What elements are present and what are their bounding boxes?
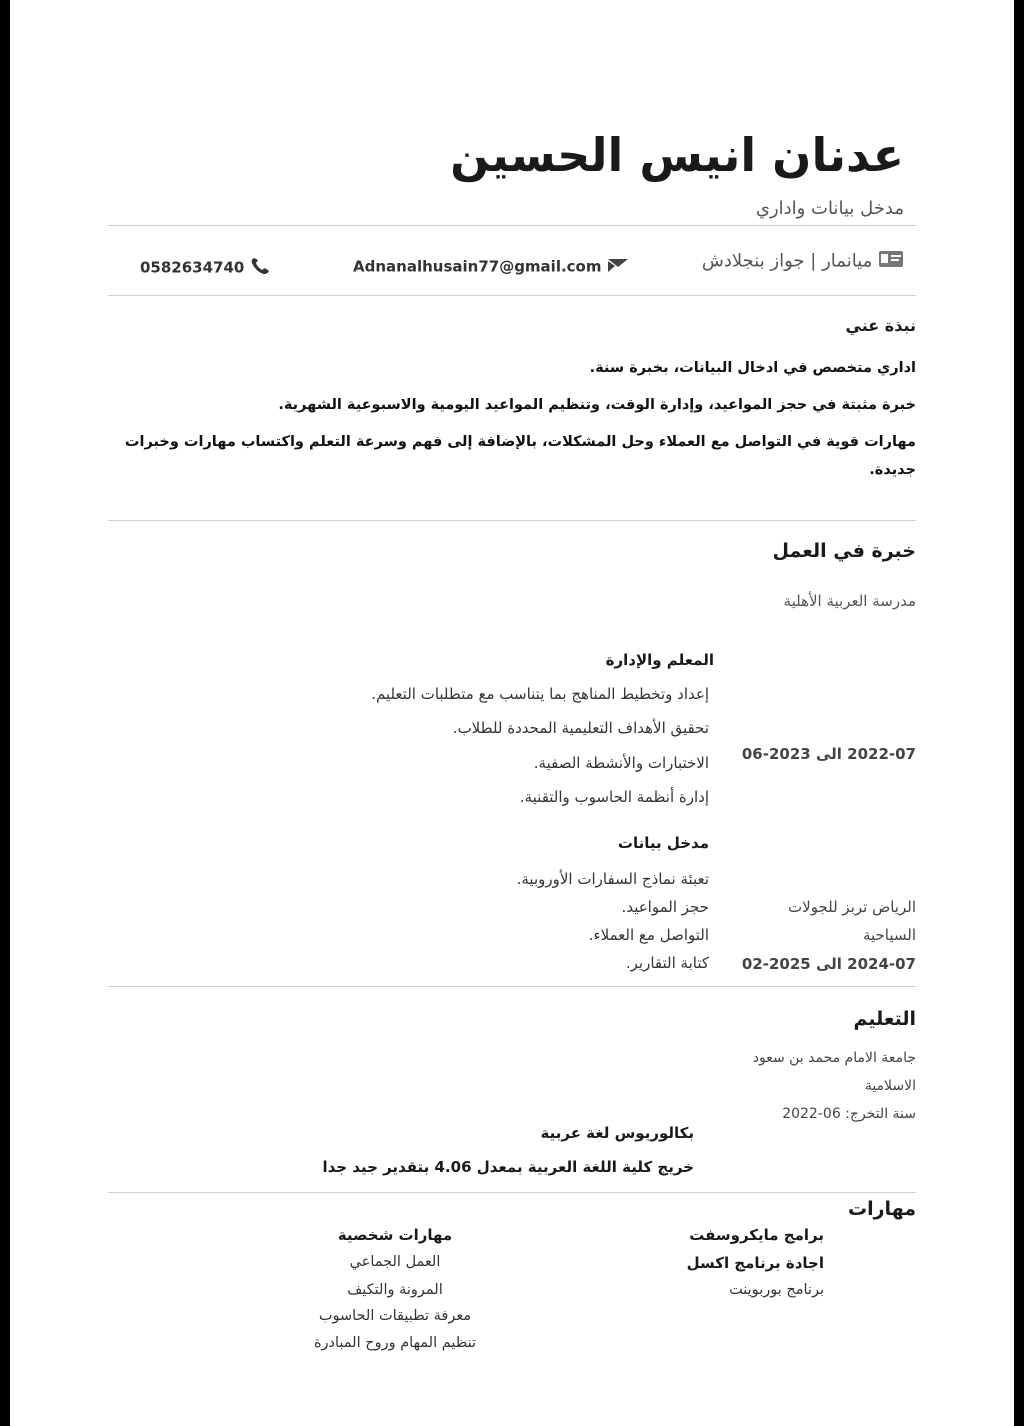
skill-group-title: مهارات شخصية bbox=[337, 1226, 453, 1244]
degree-detail: خريج كلية اللغة العربية بمعدل 4.06 بتقدير جيد جدا bbox=[322, 1158, 694, 1176]
skills-title: مهارات bbox=[848, 1198, 916, 1220]
resume-page bbox=[10, 0, 1014, 1426]
about-line: خبرة مثبتة في حجز المواعيد، وإدارة الوقت، وتنظيم المواعيد اليومية والاسبوعية الشهرية. bbox=[278, 397, 916, 413]
divider bbox=[108, 986, 916, 987]
degree-title: بكالوريوس لغة عربية bbox=[540, 1124, 694, 1142]
organization-name: الرياض تربز للجولات bbox=[788, 898, 916, 916]
education-title: التعليم bbox=[853, 1008, 916, 1030]
envelope-icon bbox=[607, 257, 629, 277]
skill-item: العمل الجماعي bbox=[349, 1254, 441, 1270]
id-card-icon bbox=[878, 250, 904, 273]
graduation-year: سنة التخرج: 06-2022 bbox=[782, 1106, 916, 1122]
about-line: اداري متخصص في ادخال البيانات، بخبرة سنة. bbox=[589, 360, 916, 376]
experience-title: خبرة في العمل bbox=[772, 540, 916, 562]
job-date: 2022-07 الى 2023-06 bbox=[741, 745, 916, 763]
email-text[interactable]: Adnanalhusain77@gmail.com bbox=[353, 257, 602, 276]
university-name: الاسلامية bbox=[864, 1078, 916, 1094]
organization-name: مدرسة العربية الأهلية bbox=[783, 592, 916, 610]
skill-item: المرونة والتكيف bbox=[347, 1282, 443, 1298]
job-duty: التواصل مع العملاء. bbox=[588, 926, 709, 944]
about-line: مهارات قوية في التواصل مع العملاء وحل المشكلات، بالإضافة إلى فهم وسرعة التعلم واكتساب مهارات وخبرات bbox=[124, 434, 916, 450]
separator: | bbox=[810, 250, 817, 272]
job-duty: كتابة التقارير. bbox=[625, 954, 709, 972]
job-title: مدخل بيانات bbox=[617, 834, 709, 852]
passport-text: جواز بنجلادش bbox=[701, 250, 805, 272]
skill-item: تنظيم المهام وروح المبادرة bbox=[313, 1335, 477, 1351]
nationality-text: ميانمار bbox=[822, 250, 873, 272]
skill-item: معرفة تطبيقات الحاسوب bbox=[318, 1308, 472, 1324]
candidate-role: مدخل بيانات واداري bbox=[755, 198, 904, 219]
job-date: 2024-07 الى 2025-02 bbox=[741, 955, 916, 973]
phone-icon bbox=[250, 257, 270, 279]
job-duty: إعداد وتخطيط المناهج بما يتناسب مع متطلبات التعليم. bbox=[371, 685, 709, 703]
phone-text[interactable]: 0582634740 bbox=[140, 258, 245, 277]
job-duty: تعبئة نماذج السفارات الأوروبية. bbox=[516, 870, 709, 888]
university-name: جامعة الامام محمد بن سعود bbox=[752, 1050, 916, 1066]
skill-item: اجادة برنامج اكسل bbox=[686, 1254, 824, 1272]
divider bbox=[108, 225, 916, 226]
skill-item: برنامج بوربوينت bbox=[729, 1282, 824, 1298]
job-title: المعلم والإدارة bbox=[605, 651, 714, 669]
job-duty: حجز المواعيد. bbox=[621, 898, 709, 916]
job-duty: تحقيق الأهداف التعليمية المحددة للطلاب. bbox=[452, 719, 709, 737]
nationality-info bbox=[702, 250, 904, 273]
about-line: جديدة. bbox=[869, 462, 916, 478]
divider bbox=[108, 1192, 916, 1193]
organization-name: السياحية bbox=[862, 926, 916, 944]
candidate-name: عدنان انيس الحسين bbox=[450, 128, 904, 182]
skill-group-title: برامج مايكروسفت bbox=[689, 1226, 824, 1244]
job-duty: الاختبارات والأنشطة الصفية. bbox=[533, 754, 709, 772]
divider bbox=[108, 295, 916, 296]
email-contact[interactable] bbox=[353, 257, 629, 277]
about-title: نبذة عني bbox=[845, 316, 916, 335]
phone-contact[interactable] bbox=[140, 257, 270, 279]
divider bbox=[108, 520, 916, 521]
job-duty: إدارة أنظمة الحاسوب والتقنية. bbox=[519, 788, 709, 806]
